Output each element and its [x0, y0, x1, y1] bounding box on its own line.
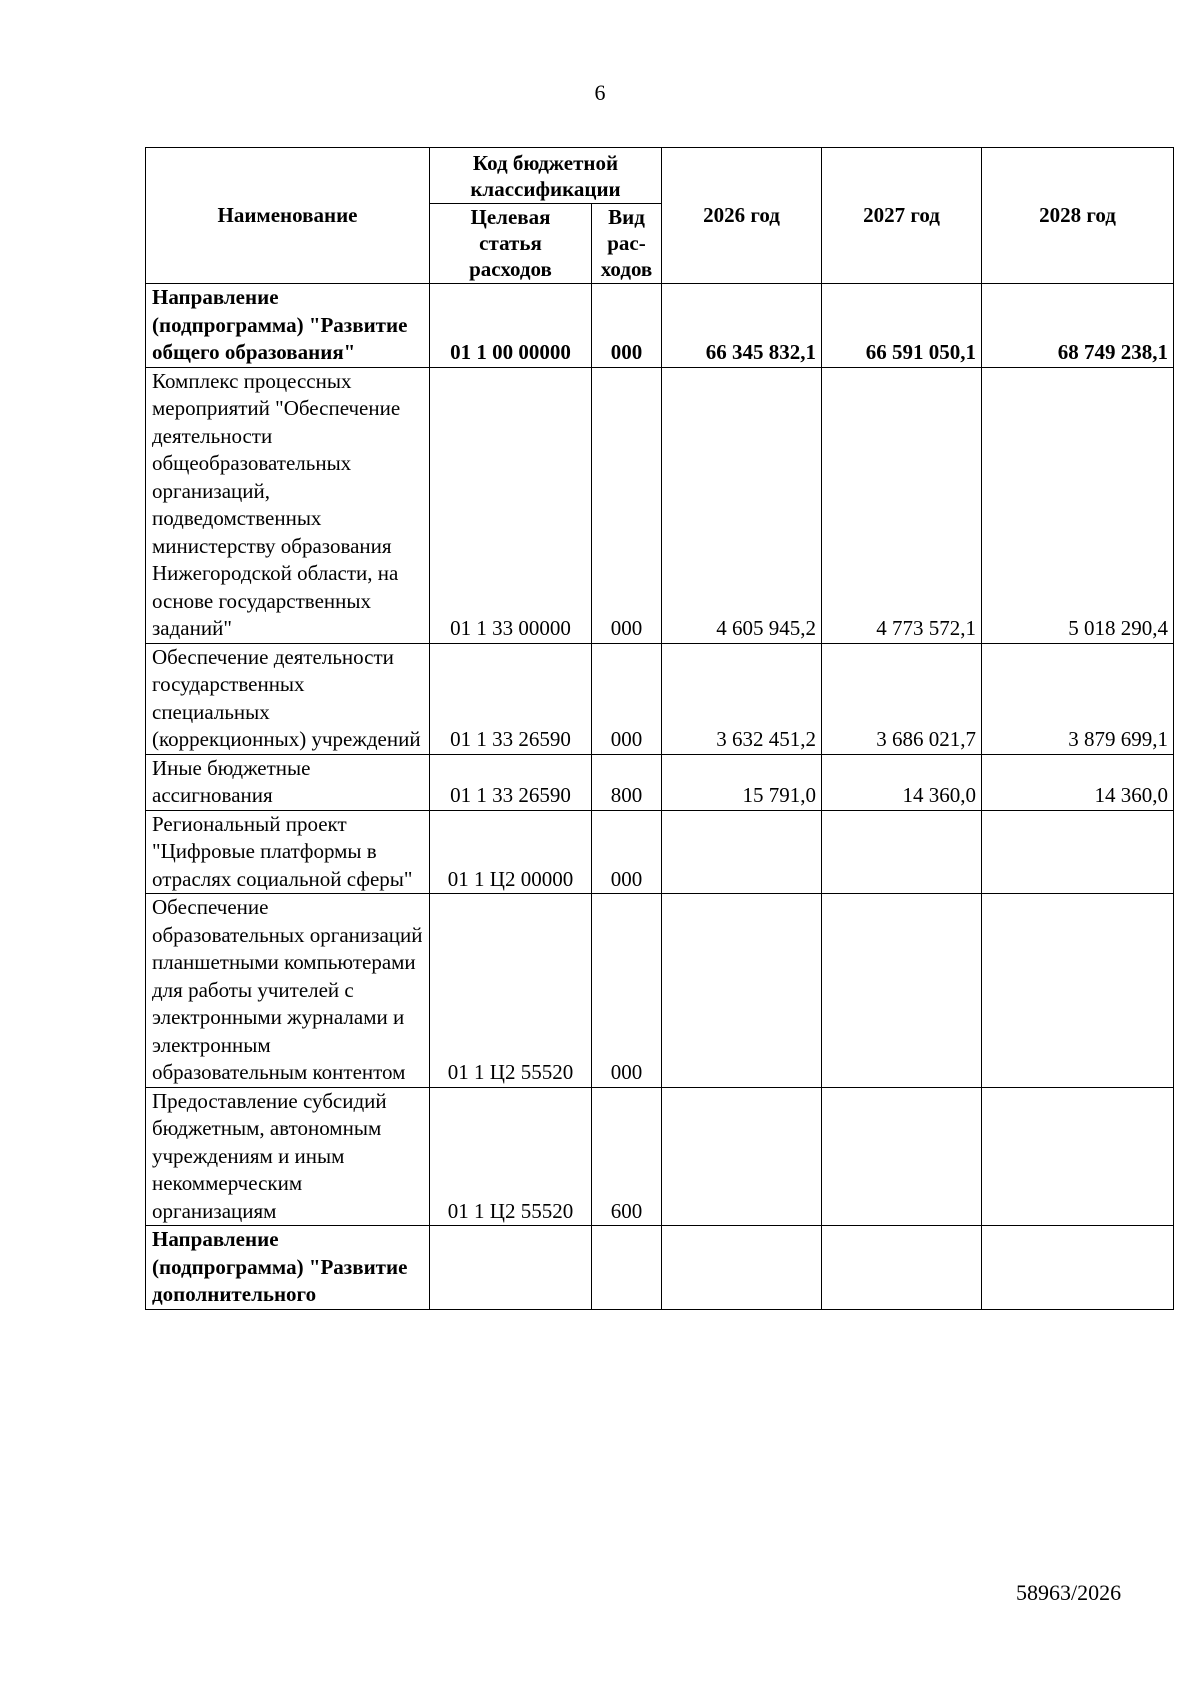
row-name: Направление (подпрограмма) "Развитие дополнительного [146, 1226, 430, 1310]
row-expense-type: 000 [592, 643, 662, 754]
row-value-2028 [982, 894, 1174, 1088]
row-value-2026: 4 605 945,2 [662, 367, 822, 643]
row-expense-type: 600 [592, 1087, 662, 1226]
row-value-2027 [822, 810, 982, 894]
row-value-2026 [662, 1226, 822, 1310]
table-row [146, 754, 1174, 810]
row-expense-type: 000 [592, 810, 662, 894]
row-value-2027 [822, 894, 982, 1088]
row-value-2027 [822, 1226, 982, 1310]
table-body [146, 284, 1174, 1310]
row-target-article: 01 1 Ц2 00000 [430, 810, 592, 894]
row-name: Региональный проект "Цифровые платформы в отраслях социальной сферы" [146, 810, 430, 894]
table-row [146, 1226, 1174, 1310]
row-expense-type: 000 [592, 367, 662, 643]
row-target-article: 01 1 Ц2 55520 [430, 1087, 592, 1226]
row-expense-type: 800 [592, 754, 662, 810]
row-value-2027: 4 773 572,1 [822, 367, 982, 643]
row-expense-type: 000 [592, 894, 662, 1088]
row-name: Направление (подпрограмма) "Развитие общего образования" [146, 284, 430, 368]
row-value-2026: 15 791,0 [662, 754, 822, 810]
row-value-2028: 68 749 238,1 [982, 284, 1174, 368]
table-row [146, 1087, 1174, 1226]
row-value-2028 [982, 1226, 1174, 1310]
table-row [146, 810, 1174, 894]
row-value-2028 [982, 1087, 1174, 1226]
row-target-article: 01 1 Ц2 55520 [430, 894, 592, 1088]
header-target-article: Целевая статья расходов [430, 204, 592, 284]
row-target-article: 01 1 33 26590 [430, 754, 592, 810]
document-number: 58963/2026 [1016, 1580, 1122, 1605]
table-row [146, 367, 1174, 643]
row-name: Иные бюджетные ассигнования [146, 754, 430, 810]
row-target-article: 01 1 33 00000 [430, 367, 592, 643]
row-name: Комплекс процессных мероприятий "Обеспечение деятельности общеобразовательных организаций, подведомственных министерству образования Нижегородской области, на основе государственных заданий" [146, 367, 430, 643]
row-value-2026 [662, 894, 822, 1088]
row-value-2027: 14 360,0 [822, 754, 982, 810]
row-value-2027: 66 591 050,1 [822, 284, 982, 368]
row-value-2026: 66 345 832,1 [662, 284, 822, 368]
row-target-article: 01 1 33 26590 [430, 643, 592, 754]
row-value-2028: 14 360,0 [982, 754, 1174, 810]
table-row [146, 284, 1174, 368]
header-year-2026: 2026 год [662, 148, 822, 284]
header-year-2028: 2028 год [982, 148, 1174, 284]
row-value-2026: 3 632 451,2 [662, 643, 822, 754]
row-name: Обеспечение образовательных организаций планшетными компьютерами для работы учителей с электронными журналами и электронным образовательным контентом [146, 894, 430, 1088]
row-expense-type: 000 [592, 284, 662, 368]
header-budget-code-group: Код бюджетной классификации [430, 148, 662, 204]
row-value-2026 [662, 1087, 822, 1226]
row-value-2028 [982, 810, 1174, 894]
row-value-2028: 3 879 699,1 [982, 643, 1174, 754]
header-name: Наименование [146, 148, 430, 284]
page-number: 6 [594, 80, 606, 105]
budget-table [145, 147, 1174, 1310]
header-year-2027: 2027 год [822, 148, 982, 284]
row-target-article [430, 1226, 592, 1310]
row-expense-type [592, 1226, 662, 1310]
row-value-2028: 5 018 290,4 [982, 367, 1174, 643]
row-name: Предоставление субсидий бюджетным, автономным учреждениям и иным некоммерческим организациям [146, 1087, 430, 1226]
row-name: Обеспечение деятельности государственных специальных (коррекционных) учреждений [146, 643, 430, 754]
row-value-2027 [822, 1087, 982, 1226]
row-value-2027: 3 686 021,7 [822, 643, 982, 754]
header-expense-type: Вид рас-ходов [592, 204, 662, 284]
table-row [146, 643, 1174, 754]
row-target-article: 01 1 00 00000 [430, 284, 592, 368]
row-value-2026 [662, 810, 822, 894]
table-row [146, 894, 1174, 1088]
